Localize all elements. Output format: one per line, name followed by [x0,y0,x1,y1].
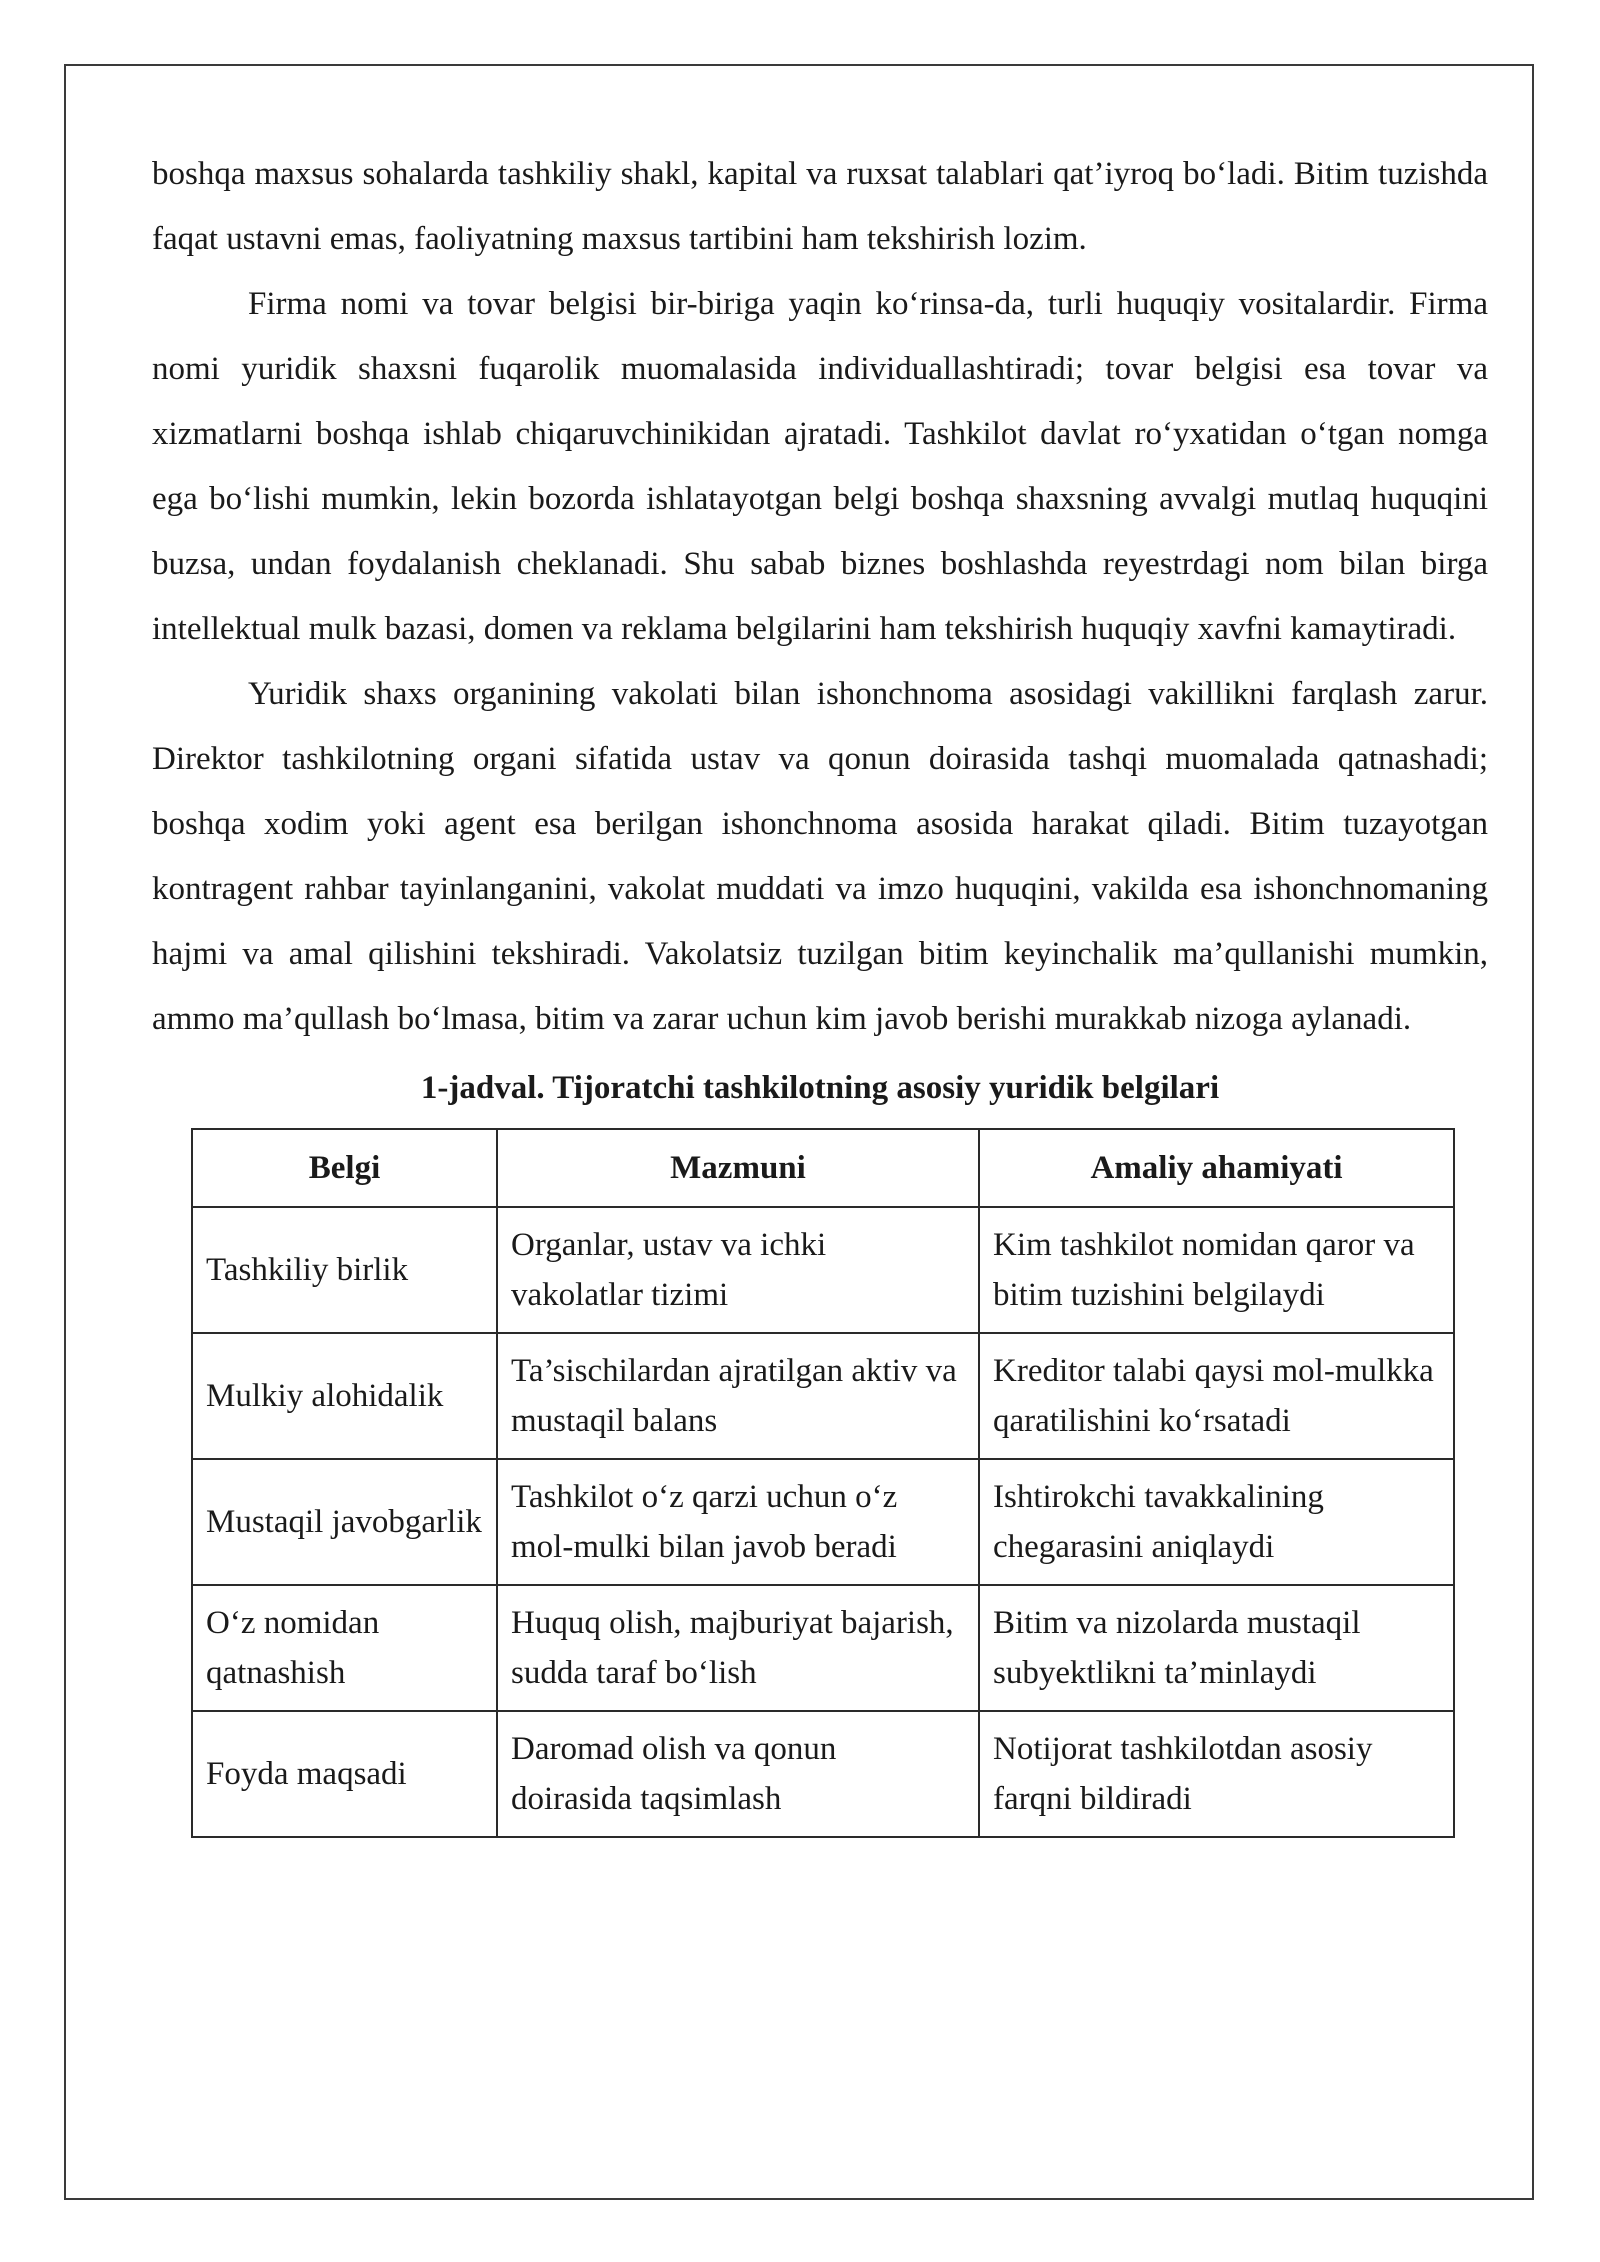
table-cell: Bitim va nizolarda mustaqil subyektlikni ta’minlaydi [979,1585,1454,1711]
column-header: Belgi [192,1129,497,1207]
table-row [192,1207,1454,1333]
table-cell: Kim tashkilot nomidan qaror va bitim tuzishini belgilaydi [979,1207,1454,1333]
paragraph: boshqa maxsus sohalarda tashkiliy shakl, kapital va ruxsat talablari qat’iyroq bo‘ladi. Bitim tuzishda faqat ustavni emas, faoliyatning maxsus tartibini ham tekshirish lozim. [152,156,1488,257]
table-cell: O‘z nomidan qatnashish [192,1585,497,1711]
table-caption: 1-jadval. Tijoratchi tashkilotning asosiy yuridik belgilari [420,1070,1220,1106]
table-cell: Notijorat tashkilotdan asosiy farqni bildiradi [979,1711,1454,1837]
table-cell: Ta’sischilardan ajratilgan aktiv va mustaqil balans [497,1333,979,1459]
table-cell: Huquq olish, majburiyat bajarish, sudda taraf bo‘lish [497,1585,979,1711]
table-cell: Tashkiliy birlik [192,1207,497,1333]
legal-features-table [191,1128,1455,1838]
table-cell: Tashkilot o‘z qarzi uchun o‘z mol-mulki bilan javob beradi [497,1459,979,1585]
table-row [192,1459,1454,1585]
paragraph: Yuridik shaxs organining vakolati bilan ishonchnoma asosidagi vakillikni farqlash zarur. Direktor tashkilotning organi sifatida ustav va qonun doirasida tashqi muomalada qatnashadi; boshqa xodim yoki agent esa berilgan ishonchnoma asosida harakat qiladi. Bitim tuzayotgan kontragent rahbar tayinlanganini, vakolat muddati va imzo huquqini, vakilda esa ishonchnomaning hajmi va amal qilishini tekshiradi. Vakolatsiz tuzilgan bitim keyinchalik ma’qullanishi mumkin, ammo ma’qullash bo‘lmasa, bitim va zarar uchun kim javob berishi murakkab nizoga aylanadi. [152,676,1488,1037]
table-header-row [192,1129,1454,1207]
table-row [192,1711,1454,1837]
table-cell: Foyda maqsadi [192,1711,497,1837]
table-cell: Mulkiy alohidalik [192,1333,497,1459]
table-cell: Mustaqil javobgarlik [192,1459,497,1585]
table-cell: Daromad olish va qonun doirasida taqsimlash [497,1711,979,1837]
document-body [152,142,1488,1838]
column-header: Mazmuni [497,1129,979,1207]
table-row [192,1585,1454,1711]
table-cell: Ishtirokchi tavakkalining chegarasini aniqlaydi [979,1459,1454,1585]
table-cell: Organlar, ustav va ichki vakolatlar tizimi [497,1207,979,1333]
table-cell: Kreditor talabi qaysi mol-mulkka qaratilishini ko‘rsatadi [979,1333,1454,1459]
column-header: Amaliy ahamiyati [979,1129,1454,1207]
paragraph: Firma nomi va tovar belgisi bir-biriga yaqin ko‘rinsa-da, turli huquqiy vositalardir. Firma nomi yuridik shaxsni fuqarolik muomalasida individuallashtiradi; tovar belgisi esa tovar va xizmatlarni boshqa ishlab chiqaruvchinikidan ajratadi. Tashkilot davlat ro‘yxatidan o‘tgan nomga ega bo‘lishi mumkin, lekin bozorda ishlatayotgan belgi boshqa shaxsning avvalgi mutlaq huquqini buzsa, undan foydalanish cheklanadi. Shu sabab biznes boshlashda reyestrdagi nom bilan birga intellektual mulk bazasi, domen va reklama belgilarini ham tekshirish huquqiy xavfni kamaytiradi. [152,286,1488,647]
table-row [192,1333,1454,1459]
